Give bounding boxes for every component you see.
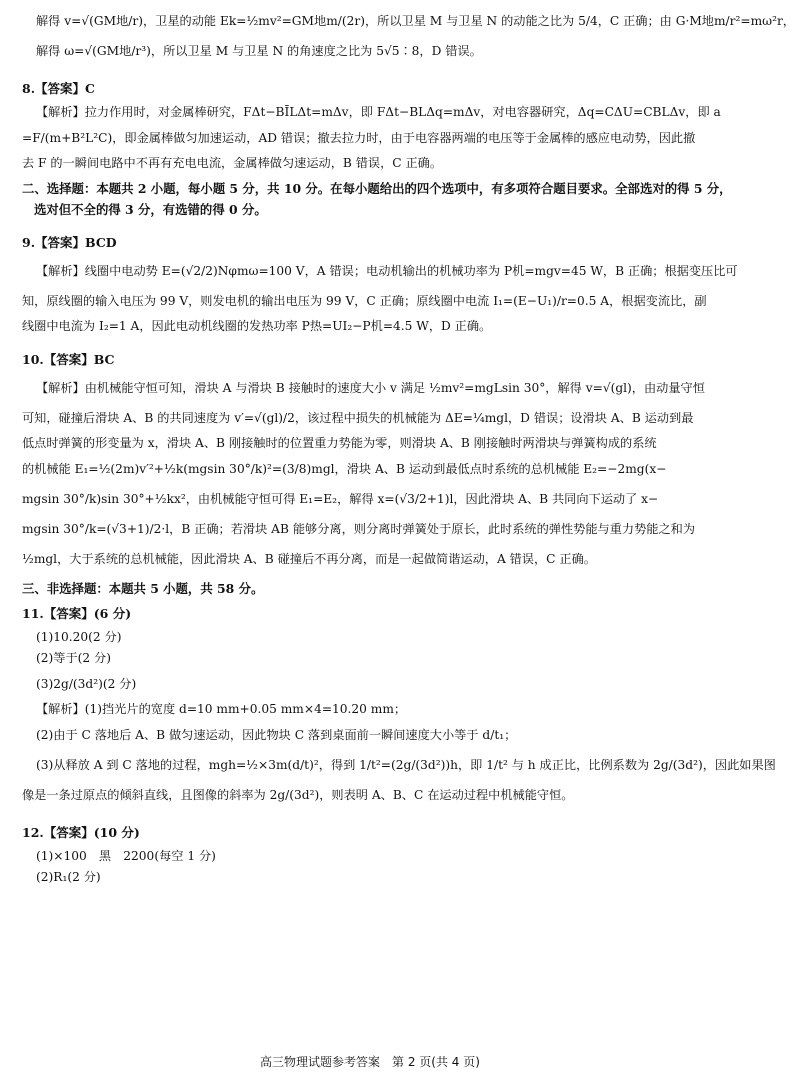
q10-answer: 10.【答案】BC [22, 352, 115, 367]
page-footer: 高三物理试题参考答案 第 2 页(共 4 页) [260, 1055, 480, 1069]
q11-item: (2)等于(2 分) [36, 651, 111, 665]
q11-answer: 11.【答案】(6 分) [22, 606, 132, 621]
q12-answer: 12.【答案】(10 分) [22, 825, 140, 840]
q11-item: (3)2g/(3d²)(2 分) [36, 677, 137, 691]
text-line: 解得 ω=√(GM地/r³)，所以卫星 M 与卫星 N 的角速度之比为 5√5∶8，D 错误。 [36, 44, 482, 58]
q9-analysis-line: 【解析】线圈中电动势 E=(√2/2)Nφmω=100 V，A 错误；电动机输出的机械功率为 P机=mgv=45 W，B 正确；根据变压比可 [36, 264, 738, 278]
section-2-heading-cont: 选对但不全的得 3 分，有选错的得 0 分。 [34, 202, 267, 217]
q11-analysis-line: (2)由于 C 落地后 A、B 做匀速运动，因此物块 C 落到桌面前一瞬间速度大小等于 d/t₁； [36, 728, 517, 742]
q10-analysis-line: 低点时弹簧的形变量为 x，滑块 A、B 刚接触时的位置重力势能为零，则滑块 A、B 刚接触时两滑块与弹簧构成的系统 [22, 436, 657, 450]
q8-analysis-line: 【解析】拉力作用时，对金属棒研究，FΔt−BĪLΔt=mΔv，即 FΔt−BLΔq=mΔv，对电容器研究，Δq=CΔU=CBLΔv，即 a [36, 105, 721, 119]
q11-analysis-line: 【解析】(1)挡光片的宽度 d=10 mm+0.05 mm×4=10.20 mm； [36, 702, 407, 716]
q10-analysis-line: ½mgl，大于系统的总机械能，因此滑块 A、B 碰撞后不再分离，而是一起做简谐运动，A 错误，C 正确。 [22, 552, 596, 566]
q10-analysis-line: 【解析】由机械能守恒可知，滑块 A 与滑块 B 接触时的速度大小 v 满足 ½mv²=mgLsin 30°，解得 v=√(gl)，由动量守恒 [36, 381, 705, 395]
q11-analysis-line: 像是一条过原点的倾斜直线，且图像的斜率为 2g/(3d²)，则表明 A、B、C 在运动过程中机械能守恒。 [22, 788, 574, 802]
spacer [22, 220, 718, 228]
q10-analysis-line: mgsin 30°/k=(√3+1)/2·l，B 正确；若滑块 AB 能够分离，则分离时弹簧处于原长，此时系统的弹性势能与重力势能之和为 [22, 522, 696, 536]
q12-item: (1)×100 黑 2200(每空 1 分) [36, 849, 216, 863]
q10-analysis-line: 的机械能 E₁=½(2m)v′²+½k(mgsin 30°/k)²=(3/8)mgl，滑块 A、B 运动到最低点时系统的总机械能 E₂=−2mg(x− [22, 462, 667, 476]
q9-analysis-line: 线圈中电流为 I₂=1 A，因此电动机线圈的发热功率 P热=UI₂−P机=4.5 W，D 正确。 [22, 319, 492, 333]
q9-analysis-line: 知，原线圈的输入电压为 99 V，则发电机的输出电压为 99 V，C 正确；原线圈中电流 I₁=(E−U₁)/r=0.5 A，根据变流比，副 [22, 294, 707, 308]
q11-item: (1)10.20(2 分) [36, 630, 122, 644]
spacer [22, 810, 718, 818]
q10-analysis-line: 可知，碰撞后滑块 A、B 的共同速度为 v′=√(gl)/2，该过程中损失的机械能为 ΔE=¼mgl，D 错误；设滑块 A、B 运动到最 [22, 411, 694, 425]
q12-item: (2)R₁(2 分) [36, 870, 101, 884]
q8-analysis-line: =F/(m+B²L²C)，即金属棒做匀加速运动，AD 错误；撤去拉力时，由于电容器两端的电压等于金属棒的感应电动势，因此撤 [22, 131, 696, 145]
q8-answer: 8.【答案】C [22, 81, 95, 96]
q9-answer: 9.【答案】BCD [22, 235, 117, 250]
spacer [22, 337, 718, 345]
text-line: 解得 v=√(GM地/r)，卫星的动能 Ek=½mv²=GM地m/(2r)，所以卫星 M 与卫星 N 的动能之比为 5/4，C 正确；由 G·M地m/r²=mω²r， [36, 14, 795, 28]
section-3-heading: 三、非选择题：本题共 5 小题，共 58 分。 [22, 581, 264, 596]
q11-analysis-line: (3)从释放 A 到 C 落地的过程，mgh=½×3m(d/t)²，得到 1/t²=(2g/(3d²))h，即 1/t² 与 h 成正比，比例系数为 2g/(3d²)，因此如果图 [36, 758, 776, 772]
q8-analysis-line: 去 F 的一瞬间电路中不再有充电电流，金属棒做匀速运动，B 错误，C 正确。 [22, 156, 443, 170]
section-2-heading: 二、选择题：本题共 2 小题，每小题 5 分，共 10 分。在每小题给出的四个选项中，有多项符合题目要求。全部选对的得 5 分， [22, 181, 732, 196]
q10-analysis-line: mgsin 30°/k)sin 30°+½kx²，由机械能守恒可得 E₁=E₂，解得 x=(√3/2+1)l，因此滑块 A、B 共同向下运动了 x− [22, 492, 659, 506]
spacer [22, 66, 718, 74]
